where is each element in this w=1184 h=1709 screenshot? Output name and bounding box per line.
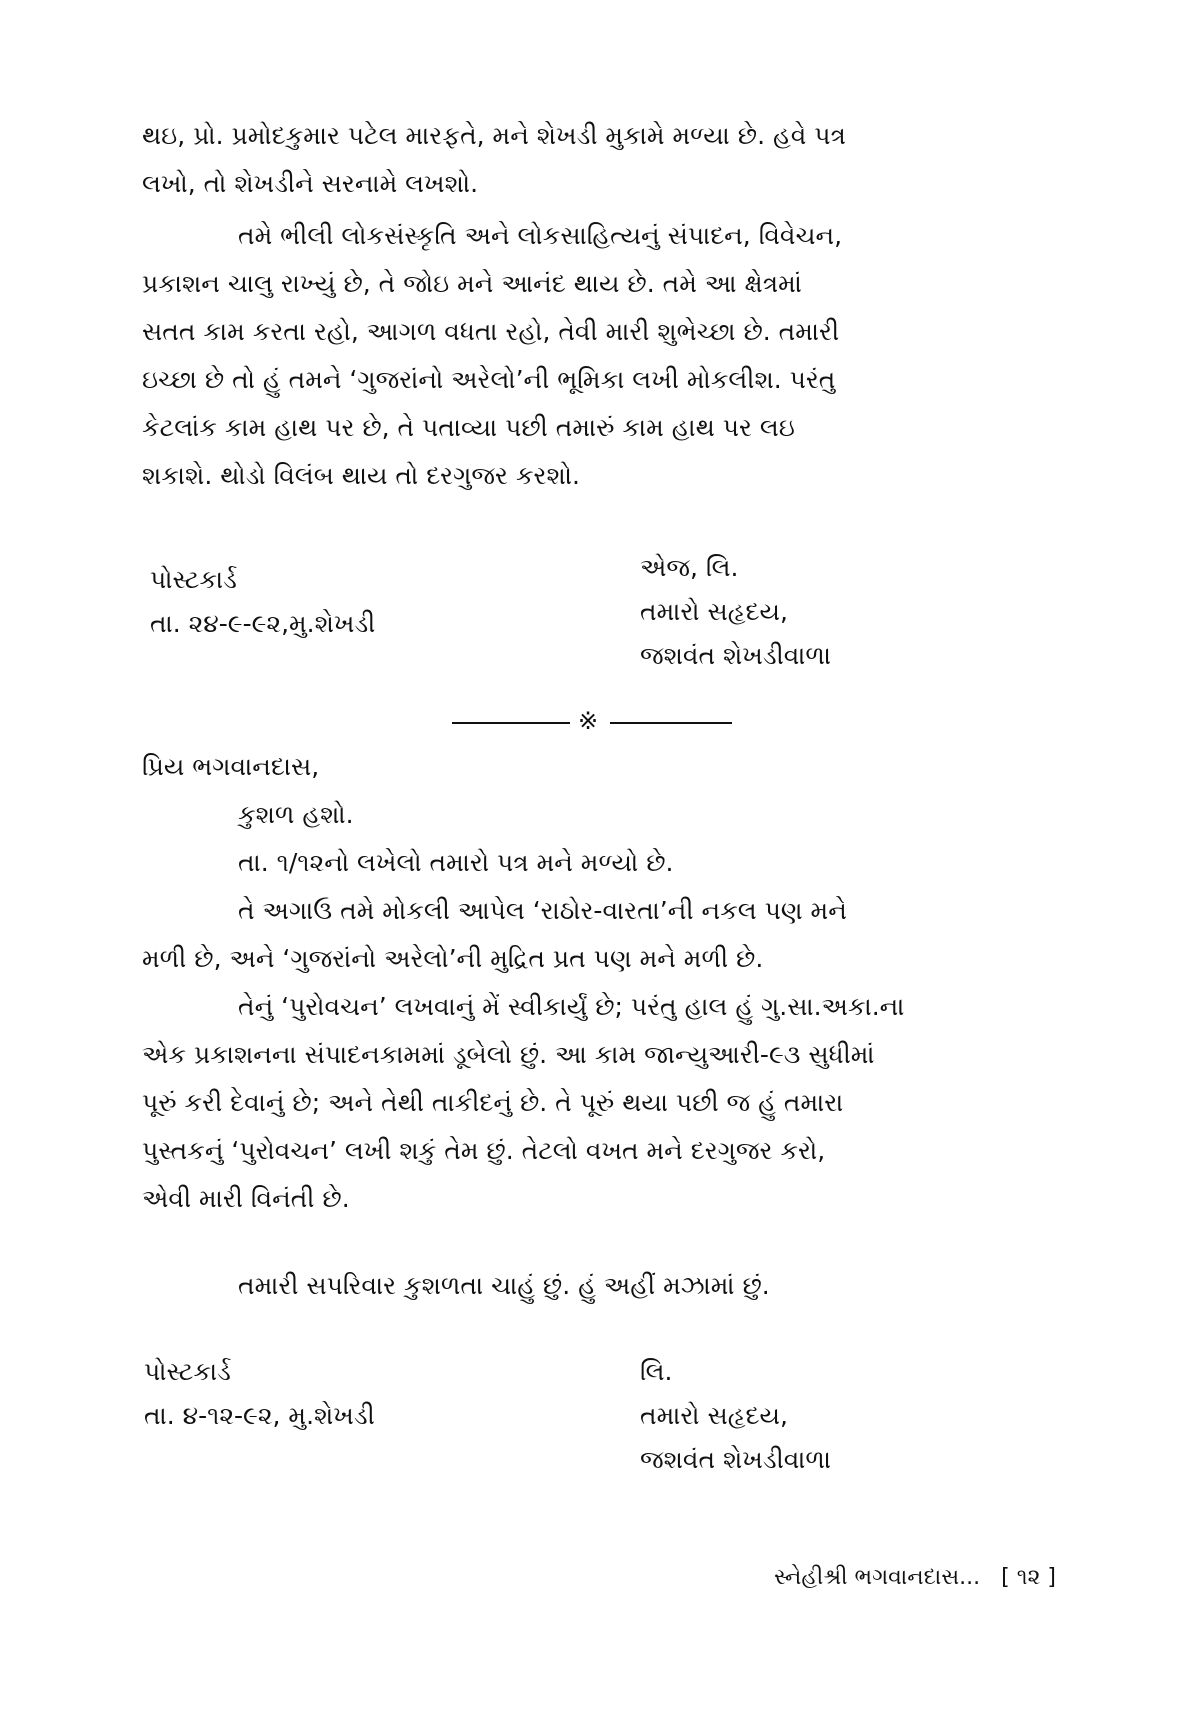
- divider-rule-left: [452, 722, 570, 724]
- page-number: [ ૧૨ ]: [1001, 1565, 1056, 1590]
- signature-1: [640, 546, 831, 678]
- text-line: મળી છે, અને ‘ગુજરાંનો અરેલો’ની મુદ્રિત પ્રત પણ મને મળી છે.: [142, 944, 764, 973]
- text-line: તે અગાઉ તમે મોકલી આપેલ ‘રાઠોર-વારતા’ની નકલ પણ મને: [238, 896, 847, 925]
- top-paragraph: [142, 112, 1042, 208]
- letter-2: [142, 743, 1042, 1223]
- text-line: થઇ, પ્રો. પ્રમોદકુમાર પટેલ મારફતે, મને શેખડી મુકામે મળ્યા છે. હવે પત્ર: [142, 121, 846, 150]
- salutation: પ્રિય ભગવાનદાસ,: [142, 752, 320, 781]
- signature-2: [640, 1350, 831, 1482]
- text-line: પુસ્તકનું ‘પુરોવચન’ લખી શકું તેમ છું. તેટલો વખત મને દરગુજર કરો,: [142, 1136, 826, 1165]
- text-line: શકાશે. થોડો વિલંબ થાય તો દરગુજર કરશો.: [142, 461, 580, 490]
- greeting: કુશળ હશો.: [238, 800, 354, 829]
- postcard-info-2: [144, 1350, 375, 1438]
- divider-ornament-icon: ※: [578, 707, 599, 735]
- running-title: સ્નેહીશ્રી ભગવાનદાસ...: [774, 1565, 981, 1590]
- second-paragraph: [142, 212, 1042, 500]
- signature-name: જશવંત શેખડીવાળા: [640, 1445, 832, 1474]
- text-line: પ્રકાશન ચાલુ રાખ્યું છે, તે જોઇ મને આનંદ થાય છે. તમે આ ક્ષેત્રમાં: [142, 269, 802, 298]
- postcard-date: તા. ૨૪-૯-૯૨,મુ.શેખડી: [150, 609, 376, 638]
- text-line: તેનું ‘પુરોવચન’ લખવાનું મેં સ્વીકાર્યું છે; પરંતુ હાલ હું ગુ.સા.અકા.ના: [238, 992, 905, 1021]
- postcard-label: પોસ્ટકાર્ડ: [144, 1357, 231, 1386]
- signature-opening: લિ.: [640, 1357, 673, 1386]
- signature-regards: તમારો સહૃદય,: [640, 597, 788, 626]
- text-line: કેટલાંક કામ હાથ પર છે, તે પતાવ્યા પછી તમારું કામ હાથ પર લઇ: [142, 413, 795, 442]
- page-footer: [774, 1563, 1056, 1593]
- text-line: ઇચ્છા છે તો હું તમને ‘ગુજરાંનો અરેલો’ની ભૂમિકા લખી મોકલીશ. પરંતુ: [142, 365, 836, 394]
- signature-regards: તમારો સહૃદય,: [640, 1401, 788, 1430]
- text-line: તમે ભીલી લોકસંસ્કૃતિ અને લોકસાહિત્યનું સંપાદન, વિવેચન,: [238, 221, 843, 250]
- postcard-date: તા. ૪-૧૨-૯૨, મુ.શેખડી: [144, 1401, 375, 1430]
- postcard-info-1: [150, 558, 375, 646]
- text-line: લખો, તો શેખડીને સરનામે લખશો.: [142, 169, 479, 198]
- closing-paragraph: [142, 1262, 1042, 1310]
- text-line: એવી મારી વિનંતી છે.: [142, 1184, 350, 1213]
- text-line: એક પ્રકાશનના સંપાદનકામમાં ડૂબેલો છું. આ કામ જાન્યુઆરી-૯૩ સુધીમાં: [142, 1040, 875, 1069]
- text-line: પૂરું કરી દેવાનું છે; અને તેથી તાકીદનું છે. તે પૂરું થયા પછી જ હું તમારા: [142, 1088, 844, 1117]
- closing-line: તમારી સપરિવાર કુશળતા ચાહું છું. હું અહીં મઝામાં છું.: [238, 1271, 770, 1300]
- section-divider: [452, 707, 732, 735]
- divider-rule-right: [610, 722, 732, 724]
- signature-name: જશવંત શેખડીવાળા: [640, 641, 832, 670]
- postcard-label: પોસ્ટકાર્ડ: [150, 565, 237, 594]
- letter-2-para-1: તા. ૧/૧૨નો લખેલો તમારો પત્ર મને મળ્યો છે.: [238, 848, 674, 877]
- signature-opening: એજ, લિ.: [640, 553, 739, 582]
- text-line: સતત કામ કરતા રહો, આગળ વધતા રહો, તેવી મારી શુભેચ્છા છે. તમારી: [142, 317, 840, 346]
